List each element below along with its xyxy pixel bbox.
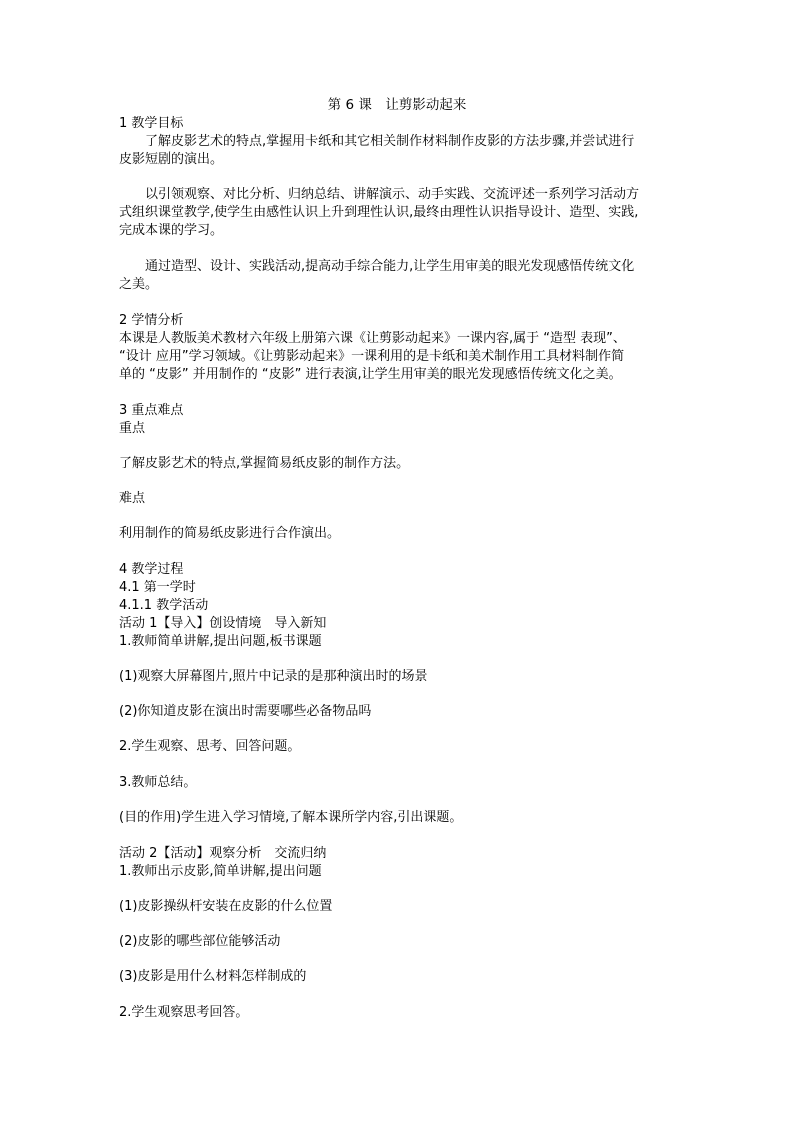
goals-para2-line2: 式组织课堂教学,使学生由感性认识上升到理性认识,最终由理性认识指导设计、造型、实践,: [119, 205, 639, 220]
section-heading-process: 4 教学过程: [119, 562, 184, 577]
goals-para3-line2: 之美。: [119, 277, 159, 292]
section-heading-keypoints: 3 重点难点: [119, 403, 184, 418]
activity1-line5: 3.教师总结。: [119, 775, 197, 790]
process-sub2: 4.1.1 教学活动: [119, 598, 209, 613]
process-sub1: 4.1 第一学时: [119, 580, 196, 595]
goals-para2-line3: 完成本课的学习。: [119, 223, 224, 238]
activity2-line3: (2)皮影的哪些部位能够活动: [119, 934, 281, 949]
difficulty-label: 难点: [119, 491, 146, 506]
analysis-line1: 本课是人教版美术教材六年级上册第六课《让剪影动起来》一课内容,属于 “造型 表现”、: [119, 331, 626, 346]
activity1-title: 活动 1【导入】创设情境 导入新知: [119, 616, 327, 631]
analysis-line3: 单的 “皮影” 并用制作的 “皮影” 进行表演,让学生用审美的眼光发现感悟传统文化之美。: [119, 367, 622, 382]
document-title: 第 6 课 让剪影动起来: [327, 97, 467, 113]
analysis-line2: “设计 应用”学习领域。《让剪影动起来》一课利用的是卡纸和美术制作用工具材料制作简: [119, 349, 625, 364]
difficulty-text: 利用制作的简易纸皮影进行合作演出。: [119, 526, 341, 541]
activity1-line6: (目的作用)学生进入学习情境,了解本课所学内容,引出课题。: [119, 810, 463, 825]
goals-para3-line1: 通过造型、设计、实践活动,提高动手综合能力,让学生用审美的眼光发现感悟传统文化: [119, 259, 635, 274]
section-heading-analysis: 2 学情分析: [119, 313, 184, 328]
goals-para2-line1: 以引领观察、对比分析、归纳总结、讲解演示、动手实践、交流评述一系列学习活动方: [119, 187, 640, 202]
activity1-line4: 2.学生观察、思考、回答问题。: [119, 739, 301, 754]
goals-para1-line2: 皮影短剧的演出。: [119, 152, 224, 167]
focus-text: 了解皮影艺术的特点,掌握简易纸皮影的制作方法。: [119, 456, 410, 471]
focus-label: 重点: [119, 421, 146, 436]
activity2-line1: 1.教师出示皮影,简单讲解,提出问题: [119, 864, 322, 879]
activity1-line3: (2)你知道皮影在演出时需要哪些必备物品吗: [119, 704, 372, 719]
activity2-line4: (3)皮影是用什么材料怎样制成的: [119, 969, 307, 984]
activity2-line5: 2.学生观察思考回答。: [119, 1005, 249, 1020]
activity2-line2: (1)皮影操纵杆安装在皮影的什么位置: [119, 899, 333, 914]
section-heading-goals: 1 教学目标: [119, 116, 184, 131]
activity1-line2: (1)观察大屏幕图片,照片中记录的是那种演出时的场景: [119, 669, 428, 684]
goals-para1-line1: 了解皮影艺术的特点,掌握用卡纸和其它相关制作材料制作皮影的方法步骤,并尝试进行: [119, 134, 635, 149]
activity2-title: 活动 2【活动】观察分析 交流归纳: [119, 846, 327, 861]
activity1-line1: 1.教师简单讲解,提出问题,板书课题: [119, 634, 322, 649]
